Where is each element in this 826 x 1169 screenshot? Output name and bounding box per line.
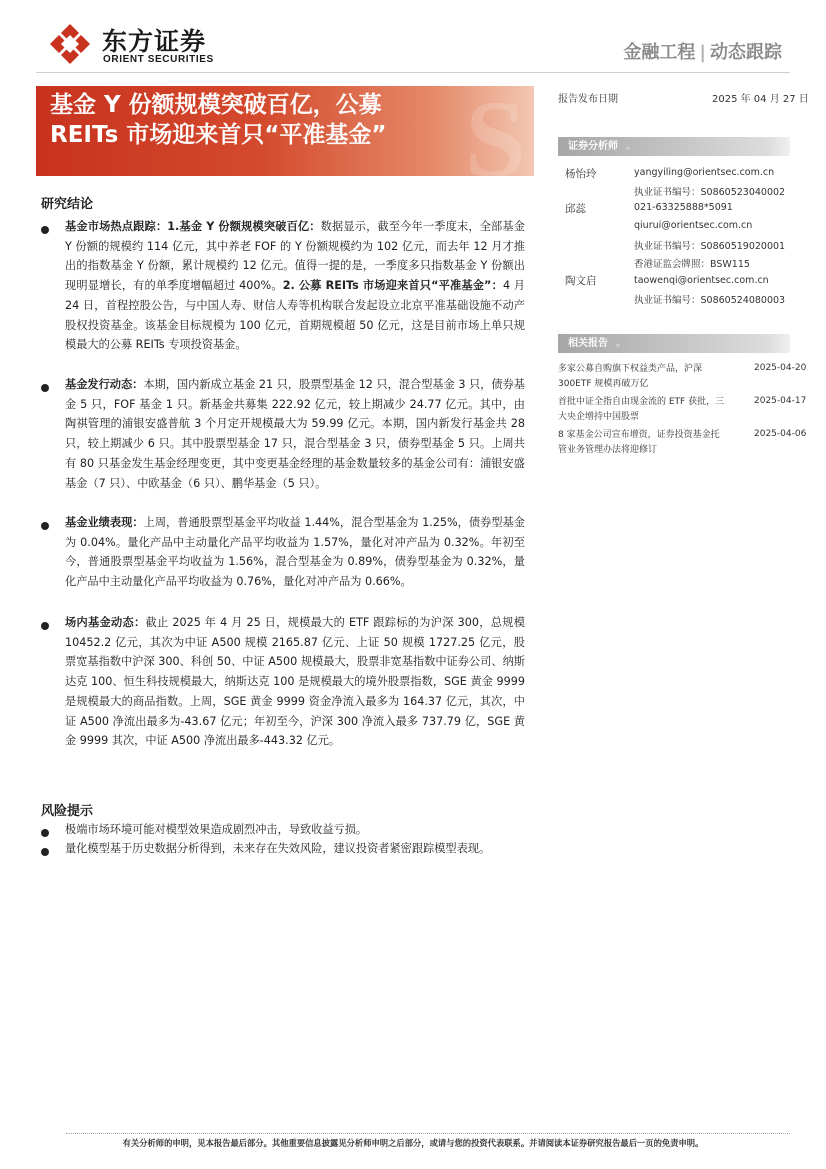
category-divider: | [699,42,706,63]
related-report-title-line: 管业务管理办法将迎修订 [558,445,658,455]
conclusion-hotspot [65,217,525,355]
logo-chinese-name: 东方证券 [102,27,207,56]
bullet-icon [41,522,49,530]
footer-disclaimer: 有关分析师的申明，见本报告最后部分。其他重要信息披露见分析师申明之后部分，或请与您的投资代表联系。并请阅读本证券研究报告最后一页的免责申明。 [122,1138,704,1148]
bullet-icon [41,848,49,856]
report-date-value: 2025 年 04 月 27 日 [712,94,809,105]
bullet-icon [41,384,49,392]
analysts-heading-bar [558,137,790,156]
conclusion-text: 4 月 24 日，首程控股公告，与中国人寿、财信人寿等机构联合发起设立北京平准基础设施不动产股权投资基金。该基金目标规模为 100 亿元，首期规模超 50 亿元，这是目前市场上单只规模最大的公募 REITs 专项投资基金。 [65,279,525,352]
category-primary: 金融工程 [623,42,696,63]
logo-english-name: ORIENT SECURITIES [103,54,214,65]
conclusion-text: 本期，国内新成立基金 21 只，股票型基金 12 只，混合型基金 3 只，债券基金 5 只，FOF 基金 1 只。新基金共募集 222.92 亿元，较上期减少 24.77 亿元。其中，由陶祺管理的浦银安盛普航 3 个月定开规模最大为 59.99 亿元。本期，国内新发行基金共 28 只，较上期减少 6 只。其中股票型基金 17 只，混合型基金 3 只，债券型基金 5 只。上周共有 80 只基金发生基金经理变更，其中变更基金经理的基金数量较多的基金公司有：浦银安盛基金（7 只）、中欧基金（6 只）、鹏华基金（5 只）。 [65,378,525,490]
report-title [50,90,520,150]
conclusion-performance [65,513,525,592]
conclusion-etf [65,613,525,751]
related-reports-heading-dots: 。 [616,338,628,349]
analyst-name: 陶文启 [565,275,597,287]
related-report-title-line: 多家公募自购旗下权益类产品，沪深 [558,364,703,374]
related-reports-heading: 相关报告 [568,338,608,349]
conclusion-sub-label: 1.基金 Y 份额规模突破百亿： [167,220,321,233]
analyst-name: 杨怡玲 [565,168,597,180]
analysts-heading-dots: 。 [626,141,638,152]
header-divider [36,72,790,73]
report-title-line-2: REITs 市场迎来首只“平准基金” [50,122,387,148]
related-report-title-line: 首批中证全指自由现金流的 ETF 获批，三 [558,397,725,407]
analyst-license: 执业证书编号：S0860524080003 [634,295,786,306]
analyst-name: 邱蕊 [565,203,586,215]
conclusion-label: 场内基金动态： [65,616,146,629]
analyst-license: 执业证书编号：S0860523040002 [634,187,786,198]
related-report-date: 2025-04-17 [754,396,807,406]
bullet-icon [41,622,49,630]
conclusion-label: 基金市场热点跟踪： [65,220,168,233]
title-banner [36,86,534,176]
conclusion-text: 截止 2025 年 4 月 25 日，规模最大的 ETF 跟踪标的为沪深 300，总规模 10452.2 亿元，其次为中证 A500 规模 2165.87 亿元、上证 50 规模 1727.25 亿元，股票宽基指数中沪深 300、科创 50、中证 A500 规模最大，股票非宽基指数中证券公司、纳斯达克 100、恒生科技规模最大，纳斯达克 100 是规模最大的境外股票指数，SGE 黄金 9999 是规模最大的商品指数。上周，SGE 黄金 9999 资金净流入最多为 164.37 亿元，其次，中证 A500 净流出最多为-43.67 亿元；年初至今，沪深 300 净流入最多 737.79 亿，SGE 黄金 9999 其次，中证 A500 净流出最多-443.32 亿元。 [65,616,525,748]
report-date-label: 报告发布日期 [558,94,618,105]
analyst-phone: 021-63325888*5091 [634,202,733,213]
conclusions-heading: 研究结论 [41,197,94,212]
analyst-license: 执业证书编号：S0860519020001 [634,241,786,252]
analyst-email: qiurui@orientsec.com.cn [634,220,753,231]
conclusion-label: 基金发行动态： [65,378,144,391]
related-report-link[interactable] [558,428,744,458]
conclusion-sub-label: 2. 公募 REITs 市场迎来首只“平准基金”： [282,279,503,293]
bullet-icon [41,226,49,234]
bullet-icon [41,829,49,837]
banner-decoration: S [464,86,526,176]
risk-item: 极端市场环境可能对模型效果造成剧烈冲击，导致收益亏损。 [65,823,368,836]
related-report-date: 2025-04-06 [754,429,807,439]
related-report-date: 2025-04-20 [754,363,807,373]
related-report-link[interactable] [558,362,744,392]
conclusion-text: 数据显示，截至今年一季度末，全部基金 Y 份额的规模约 114 亿元，其中养老 FOF 的 Y 份额规模约为 102 亿元，而去年 12 月才推出的指数基金 Y 份额，累计规模约 12 亿元。值得一提的是，一季度多只指数基金 Y 份额出现明显增长，有的单季度增幅超过 400%。 [65,220,525,293]
analyst-email: taowenqi@orientsec.com.cn [634,275,769,286]
category-secondary: 动态跟踪 [710,42,782,63]
related-report-link[interactable] [558,395,744,425]
footer-divider [66,1133,790,1134]
related-report-title-line: 大央企增持中国股票 [558,412,640,422]
orient-securities-logo-icon [48,22,92,66]
conclusion-text: 上周，普通股票型基金平均收益 1.44%，混合型基金为 1.25%，债券型基金为 0.04%。量化产品中主动量化产品平均收益为 1.57%，量化对冲产品为 0.32%。年初至今，普通股票型基金平均收益为 1.56%，混合型基金为 0.89%，债券型基金为 0.32%，量化产品中主动量化产品平均收益为 0.76%，量化对冲产品为 0.66%。 [65,516,525,589]
analyst-email: yangyiling@orientsec.com.cn [634,167,775,178]
report-title-line-1: 基金 Y 份额规模突破百亿，公募 [50,92,382,118]
related-reports-heading-bar [558,334,790,353]
related-report-title-line: 300ETF 规模再破万亿 [558,379,649,389]
risk-item: 量化模型基于历史数据分析得到，未来存在失效风险，建议投资者紧密跟踪模型表现。 [65,842,491,855]
conclusion-label: 基金业绩表现： [65,516,144,529]
analysts-heading: 证券分析师 [568,141,618,152]
conclusion-issuance [65,375,525,493]
related-report-title-line: 8 家基金公司宣布增资，证券投资基金托 [558,430,720,440]
report-category [623,38,782,64]
analyst-hk-license: 香港证监会牌照：BSW115 [634,259,750,270]
risks-heading: 风险提示 [41,804,94,819]
